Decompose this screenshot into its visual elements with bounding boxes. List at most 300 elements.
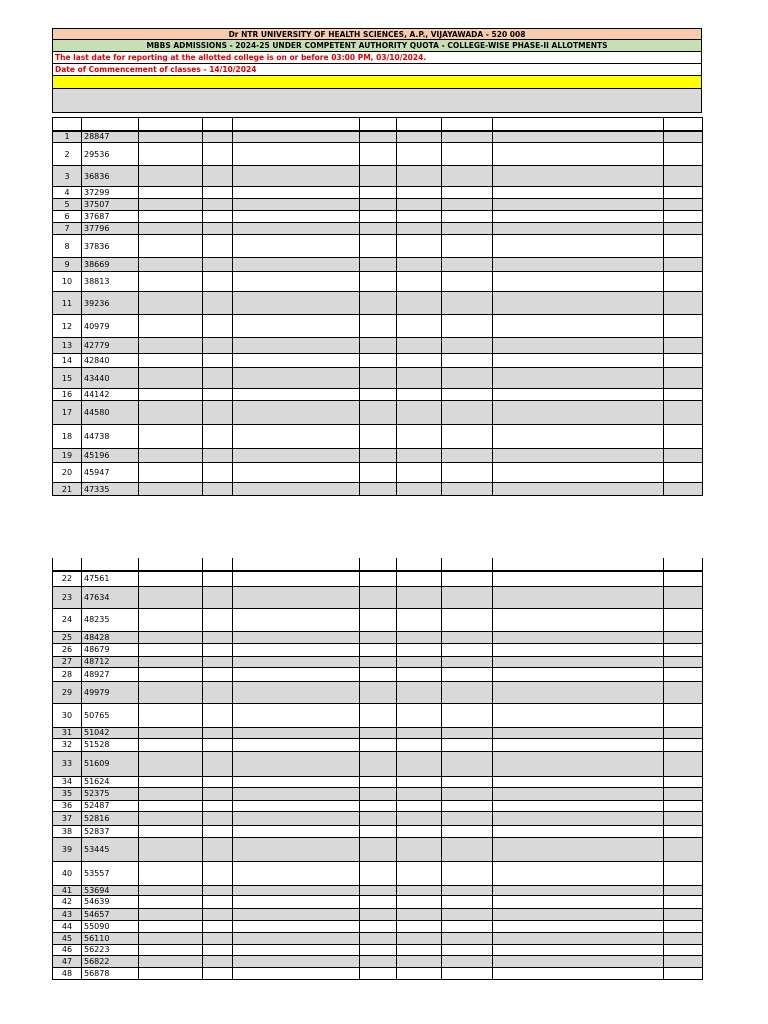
empty-cell [203, 338, 233, 354]
empty-cell [397, 292, 442, 315]
empty-cell [360, 463, 397, 483]
header-cell [139, 558, 203, 571]
table-row [53, 131, 703, 143]
empty-cell [664, 643, 703, 656]
header-cell [360, 558, 397, 571]
empty-cell [664, 338, 703, 354]
empty-cell [203, 292, 233, 315]
empty-cell [203, 401, 233, 425]
empty-cell [664, 751, 703, 776]
empty-cell [203, 631, 233, 643]
serial-number-cell: 15 [53, 368, 82, 389]
empty-cell [397, 738, 442, 751]
empty-cell [139, 425, 203, 449]
empty-cell [664, 354, 703, 368]
empty-cell [233, 389, 360, 401]
empty-cell [493, 571, 664, 586]
empty-cell [139, 223, 203, 235]
empty-cell [397, 800, 442, 811]
empty-cell [397, 776, 442, 787]
empty-cell [442, 211, 493, 223]
sheet-header [52, 28, 702, 113]
empty-cell [139, 131, 203, 143]
empty-cell [233, 235, 360, 258]
empty-cell [397, 727, 442, 738]
empty-cell [397, 656, 442, 667]
empty-cell [203, 571, 233, 586]
empty-cell [442, 643, 493, 656]
empty-cell [442, 315, 493, 338]
empty-cell [360, 354, 397, 368]
empty-cell [203, 235, 233, 258]
rank-cell: 48927 [82, 667, 139, 681]
empty-cell [233, 727, 360, 738]
serial-number-cell: 39 [53, 837, 82, 861]
table-row [53, 787, 703, 800]
empty-cell [493, 727, 664, 738]
empty-cell [360, 315, 397, 338]
empty-cell [233, 258, 360, 272]
empty-cell [360, 631, 397, 643]
empty-cell [397, 932, 442, 944]
serial-number-cell: 6 [53, 211, 82, 223]
empty-cell [360, 908, 397, 920]
empty-cell [360, 751, 397, 776]
header-cell [82, 558, 139, 571]
empty-cell [139, 315, 203, 338]
serial-number-cell: 10 [53, 272, 82, 292]
rank-cell: 51528 [82, 738, 139, 751]
empty-cell [139, 681, 203, 703]
empty-cell [493, 187, 664, 199]
empty-cell [203, 483, 233, 496]
table-row [53, 425, 703, 449]
rank-cell: 48679 [82, 643, 139, 656]
empty-cell [233, 908, 360, 920]
empty-cell [664, 920, 703, 932]
empty-cell [360, 811, 397, 825]
empty-cell [493, 401, 664, 425]
empty-cell [442, 667, 493, 681]
empty-cell [442, 258, 493, 272]
serial-number-cell: 23 [53, 586, 82, 608]
empty-cell [203, 449, 233, 463]
empty-cell [139, 235, 203, 258]
empty-cell [664, 811, 703, 825]
empty-cell [139, 389, 203, 401]
empty-cell [442, 608, 493, 631]
empty-cell [442, 681, 493, 703]
rank-cell: 37299 [82, 187, 139, 199]
empty-cell [233, 449, 360, 463]
serial-number-cell: 16 [53, 389, 82, 401]
empty-cell [397, 837, 442, 861]
table-row [53, 908, 703, 920]
empty-cell [442, 776, 493, 787]
serial-number-cell: 17 [53, 401, 82, 425]
empty-cell [139, 143, 203, 166]
table-row [53, 811, 703, 825]
empty-cell [203, 586, 233, 608]
empty-cell [442, 861, 493, 885]
empty-cell [203, 837, 233, 861]
header-cell [397, 118, 442, 131]
empty-cell [203, 258, 233, 272]
classes-notice: Date of Commencement of classes - 14/10/2024 [52, 64, 702, 76]
empty-cell [139, 643, 203, 656]
serial-number-cell: 28 [53, 667, 82, 681]
empty-cell [397, 338, 442, 354]
empty-cell [664, 315, 703, 338]
rank-cell: 43440 [82, 368, 139, 389]
table-row [53, 368, 703, 389]
empty-cell [664, 787, 703, 800]
empty-cell [397, 667, 442, 681]
empty-cell [360, 681, 397, 703]
empty-cell [493, 389, 664, 401]
header-cell [442, 558, 493, 571]
empty-cell [233, 825, 360, 837]
serial-number-cell: 21 [53, 483, 82, 496]
empty-cell [139, 292, 203, 315]
table-row [53, 272, 703, 292]
empty-cell [493, 235, 664, 258]
empty-cell [139, 738, 203, 751]
serial-number-cell: 8 [53, 235, 82, 258]
empty-cell [397, 681, 442, 703]
empty-cell [233, 811, 360, 825]
empty-cell [360, 401, 397, 425]
table-row [53, 166, 703, 187]
rank-cell: 42840 [82, 354, 139, 368]
empty-cell [360, 131, 397, 143]
empty-cell [664, 776, 703, 787]
empty-cell [442, 787, 493, 800]
empty-cell [360, 932, 397, 944]
empty-cell [233, 885, 360, 895]
empty-cell [397, 483, 442, 496]
empty-cell [664, 166, 703, 187]
yellow-band [52, 76, 702, 89]
empty-cell [139, 895, 203, 908]
header-cell [493, 558, 664, 571]
empty-cell [360, 425, 397, 449]
empty-cell [139, 825, 203, 837]
empty-cell [493, 932, 664, 944]
serial-number-cell: 41 [53, 885, 82, 895]
empty-cell [493, 586, 664, 608]
empty-cell [493, 166, 664, 187]
empty-cell [664, 258, 703, 272]
empty-cell [493, 738, 664, 751]
rank-cell: 47634 [82, 586, 139, 608]
empty-cell [493, 258, 664, 272]
serial-number-cell: 2 [53, 143, 82, 166]
table-row [53, 837, 703, 861]
empty-cell [360, 837, 397, 861]
empty-cell [203, 787, 233, 800]
table-row [53, 895, 703, 908]
empty-cell [203, 643, 233, 656]
header-cell [360, 118, 397, 131]
serial-number-cell: 46 [53, 944, 82, 955]
table-row [53, 223, 703, 235]
table-row [53, 608, 703, 631]
empty-cell [397, 401, 442, 425]
empty-cell [139, 258, 203, 272]
empty-cell [493, 895, 664, 908]
empty-cell [203, 944, 233, 955]
empty-cell [664, 738, 703, 751]
empty-cell [397, 908, 442, 920]
serial-number-cell: 27 [53, 656, 82, 667]
empty-cell [203, 199, 233, 211]
empty-cell [139, 727, 203, 738]
empty-cell [493, 199, 664, 211]
university-title: Dr NTR UNIVERSITY OF HEALTH SCIENCES, A.P., VIJAYAWADA - 520 008 [52, 28, 702, 40]
empty-cell [139, 338, 203, 354]
serial-number-cell: 9 [53, 258, 82, 272]
rank-cell: 37796 [82, 223, 139, 235]
serial-number-cell: 47 [53, 955, 82, 967]
rank-cell: 53694 [82, 885, 139, 895]
table-row [53, 727, 703, 738]
serial-number-cell: 24 [53, 608, 82, 631]
empty-cell [493, 631, 664, 643]
rank-cell: 54639 [82, 895, 139, 908]
empty-cell [493, 272, 664, 292]
empty-cell [397, 631, 442, 643]
empty-cell [493, 776, 664, 787]
empty-cell [233, 608, 360, 631]
empty-cell [139, 920, 203, 932]
empty-cell [442, 463, 493, 483]
empty-cell [397, 389, 442, 401]
empty-cell [203, 811, 233, 825]
empty-cell [493, 861, 664, 885]
serial-number-cell: 13 [53, 338, 82, 354]
empty-cell [442, 751, 493, 776]
empty-cell [233, 483, 360, 496]
empty-cell [233, 354, 360, 368]
empty-cell [203, 955, 233, 967]
empty-cell [203, 389, 233, 401]
table-row [53, 258, 703, 272]
empty-cell [493, 944, 664, 955]
empty-cell [493, 837, 664, 861]
serial-number-cell: 44 [53, 920, 82, 932]
rank-cell: 54657 [82, 908, 139, 920]
rank-cell: 48235 [82, 608, 139, 631]
empty-cell [664, 292, 703, 315]
empty-cell [360, 895, 397, 908]
empty-cell [664, 389, 703, 401]
empty-cell [233, 292, 360, 315]
table-row [53, 656, 703, 667]
empty-cell [360, 727, 397, 738]
empty-cell [664, 368, 703, 389]
serial-number-cell: 14 [53, 354, 82, 368]
empty-cell [442, 571, 493, 586]
empty-cell [139, 811, 203, 825]
empty-cell [139, 483, 203, 496]
empty-cell [360, 199, 397, 211]
empty-cell [360, 656, 397, 667]
serial-number-cell: 40 [53, 861, 82, 885]
empty-cell [203, 932, 233, 944]
empty-cell [203, 272, 233, 292]
rank-cell: 39236 [82, 292, 139, 315]
empty-cell [442, 908, 493, 920]
header-cell [53, 558, 82, 571]
empty-cell [664, 143, 703, 166]
empty-cell [442, 967, 493, 979]
empty-cell [442, 825, 493, 837]
empty-cell [203, 681, 233, 703]
table-row [53, 354, 703, 368]
serial-number-cell: 25 [53, 631, 82, 643]
table-row [53, 631, 703, 643]
empty-cell [139, 608, 203, 631]
empty-cell [397, 354, 442, 368]
empty-cell [233, 586, 360, 608]
empty-cell [233, 932, 360, 944]
allotment-subtitle: MBBS ADMISSIONS - 2024-25 UNDER COMPETENT AUTHORITY QUOTA - COLLEGE-WISE PHASE-II ALLOTMENTS [52, 40, 702, 52]
allotment-table-2 [52, 558, 703, 980]
empty-cell [139, 354, 203, 368]
empty-cell [493, 354, 664, 368]
empty-cell [442, 449, 493, 463]
empty-cell [664, 727, 703, 738]
empty-cell [442, 272, 493, 292]
empty-cell [493, 368, 664, 389]
rank-cell: 55090 [82, 920, 139, 932]
empty-cell [203, 463, 233, 483]
rank-cell: 52837 [82, 825, 139, 837]
serial-number-cell: 35 [53, 787, 82, 800]
table-row [53, 776, 703, 787]
empty-cell [493, 825, 664, 837]
empty-cell [139, 571, 203, 586]
empty-cell [139, 187, 203, 199]
empty-cell [233, 166, 360, 187]
empty-cell [493, 656, 664, 667]
empty-cell [139, 955, 203, 967]
empty-cell [442, 703, 493, 727]
empty-cell [233, 425, 360, 449]
empty-cell [233, 223, 360, 235]
header-cell [139, 118, 203, 131]
rank-cell: 53557 [82, 861, 139, 885]
empty-cell [664, 131, 703, 143]
empty-cell [203, 315, 233, 338]
empty-cell [442, 631, 493, 643]
serial-number-cell: 5 [53, 199, 82, 211]
empty-cell [203, 354, 233, 368]
empty-cell [233, 920, 360, 932]
empty-cell [203, 667, 233, 681]
empty-cell [360, 143, 397, 166]
empty-cell [493, 211, 664, 223]
rank-cell: 52487 [82, 800, 139, 811]
rank-cell: 38669 [82, 258, 139, 272]
empty-cell [203, 861, 233, 885]
header-cell [233, 118, 360, 131]
table-row [53, 211, 703, 223]
empty-cell [203, 131, 233, 143]
empty-cell [664, 656, 703, 667]
empty-cell [442, 292, 493, 315]
table-row [53, 861, 703, 885]
empty-cell [360, 258, 397, 272]
empty-cell [360, 389, 397, 401]
empty-cell [139, 631, 203, 643]
table-header-row [53, 118, 703, 131]
empty-cell [664, 401, 703, 425]
empty-cell [233, 895, 360, 908]
table-row [53, 738, 703, 751]
serial-number-cell: 1 [53, 131, 82, 143]
empty-cell [664, 681, 703, 703]
empty-cell [493, 643, 664, 656]
empty-cell [397, 861, 442, 885]
empty-cell [397, 187, 442, 199]
empty-cell [664, 463, 703, 483]
empty-cell [360, 787, 397, 800]
empty-cell [360, 800, 397, 811]
empty-cell [442, 955, 493, 967]
allotment-table-1 [52, 117, 703, 496]
empty-cell [203, 368, 233, 389]
empty-cell [493, 920, 664, 932]
empty-cell [233, 131, 360, 143]
empty-cell [233, 211, 360, 223]
empty-cell [493, 223, 664, 235]
reporting-notice: The last date for reporting at the allotted college is on or before 03:00 PM, 03/10/2024. [52, 52, 702, 64]
empty-cell [442, 727, 493, 738]
rank-cell: 37687 [82, 211, 139, 223]
empty-cell [233, 738, 360, 751]
empty-cell [442, 656, 493, 667]
rank-cell: 51624 [82, 776, 139, 787]
empty-cell [233, 681, 360, 703]
empty-cell [203, 211, 233, 223]
empty-cell [664, 571, 703, 586]
empty-cell [442, 425, 493, 449]
empty-cell [203, 895, 233, 908]
empty-cell [360, 944, 397, 955]
empty-cell [664, 449, 703, 463]
table-row [53, 920, 703, 932]
empty-cell [442, 401, 493, 425]
empty-cell [493, 885, 664, 895]
empty-cell [360, 211, 397, 223]
serial-number-cell: 22 [53, 571, 82, 586]
empty-cell [442, 800, 493, 811]
empty-cell [664, 703, 703, 727]
rank-cell: 29536 [82, 143, 139, 166]
empty-cell [442, 235, 493, 258]
empty-cell [493, 463, 664, 483]
empty-cell [397, 811, 442, 825]
empty-cell [442, 223, 493, 235]
empty-cell [139, 776, 203, 787]
rank-cell: 28847 [82, 131, 139, 143]
empty-cell [493, 292, 664, 315]
empty-cell [139, 211, 203, 223]
empty-cell [139, 586, 203, 608]
empty-cell [203, 143, 233, 166]
